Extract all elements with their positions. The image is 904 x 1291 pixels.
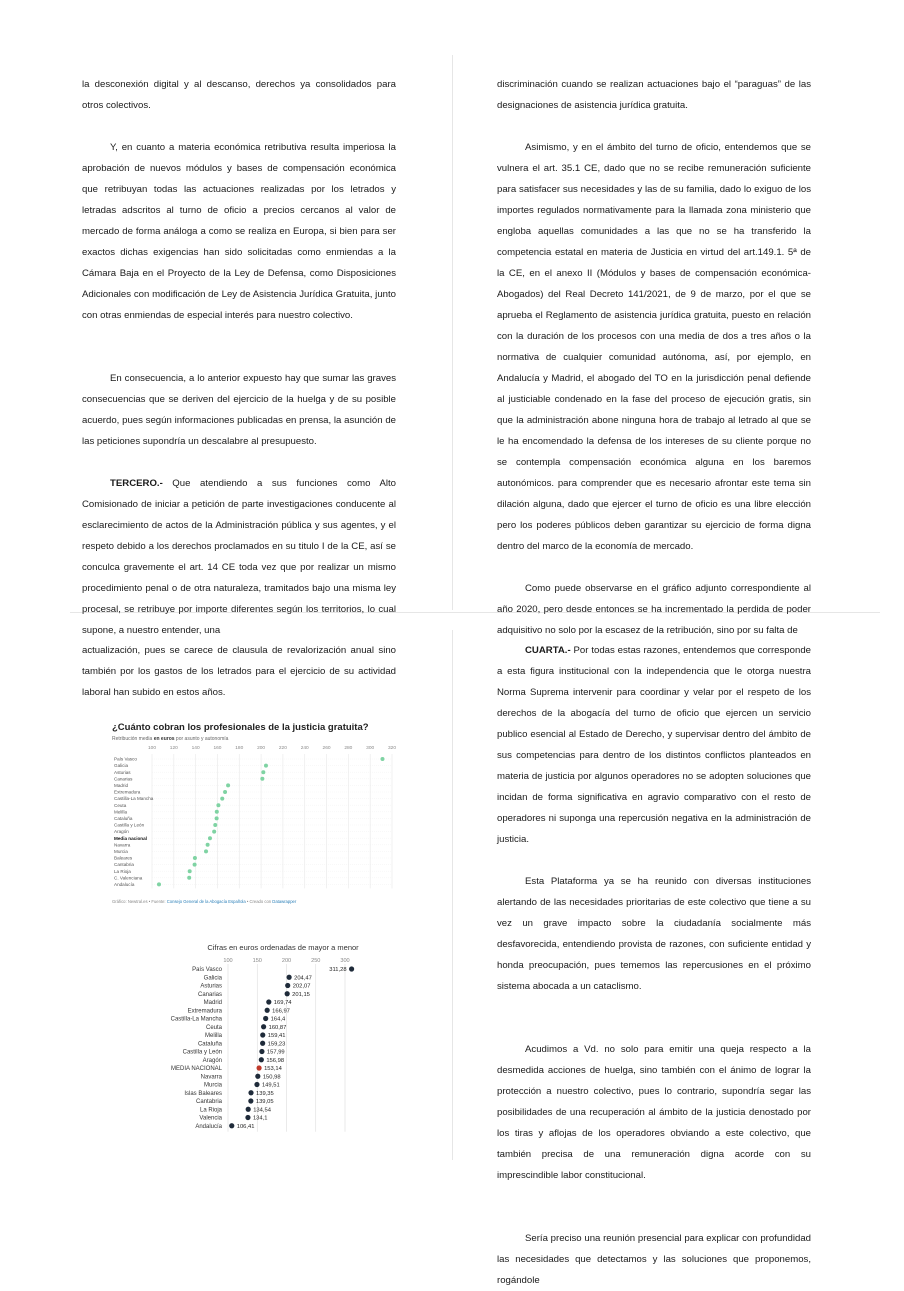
chart1-data-point <box>188 869 192 873</box>
chart2-data-point <box>287 975 292 980</box>
paragraph <box>497 74 811 116</box>
chart2-category-label: Aragón <box>202 1057 222 1064</box>
chart2-data-point <box>229 1123 234 1128</box>
chart1-title: ¿Cuánto cobran los profesionales de la justicia gratuita? <box>112 722 369 733</box>
chart1-category-label: Murcia <box>114 849 128 854</box>
chart2-value-label: 139,35 <box>256 1090 274 1097</box>
chart1-category-label: Ceuta <box>114 802 127 808</box>
chart1-category-label: Aragón <box>114 829 129 835</box>
chart1-data-point <box>157 882 161 886</box>
chart2-value-label: 134,54 <box>253 1107 271 1114</box>
chart2-category-label: Islas Baleares <box>184 1090 222 1097</box>
page1-left-column <box>82 74 396 641</box>
chart2-data-point <box>261 1024 266 1029</box>
chart2-tick-label: 200 <box>281 958 292 964</box>
paragraph-text: Por todas estas razones, entendemos que corresponde a esta figura institucional con la independencia que le otorga nuestra Norma Suprema intervenir para coordinar y velar por el respeto de los derechos de la abogacía del turno de oficio que ejercen un servicio publico esencial al Estado de Derecho, y supervisar dentro del ámbito de sus competencias para dentro de los distintos conflictos planteados en materia de justicia por algunos operadores no se adopten soluciones que incidan de forma significativa en agravio comparativo con el resto de operadores ni suponga una repercusión negativa en la administración de justicia. <box>497 645 811 845</box>
paragraph <box>497 871 811 997</box>
chart1-category-label: Media nacional <box>114 835 147 841</box>
paragraph-text: Y, en cuanto a materia económica retributiva resulta imperiosa la aprobación de nuevos módulos y bases de compensación económica que retribuyan todas las actuaciones realizadas por los letrados y letradas adscritos al turno de oficio a precios cercanos al valor de mercado de forma análoga a como se realiza en Europa, si bien para ser exactos dichas exigencias han sido solicitadas como enmiendas a la Cámara Baja en el Proyecto de la Ley de Defensa, como Disposiciones Adicionales con modificación de Ley de Asistencia Jurídica Gratuita, junto con otras enmiendas de especial interés para nuestro colectivo. <box>82 142 396 321</box>
chart1-subtitle: Retribución media en euros por asunto y autonomía <box>112 736 229 742</box>
chart1-data-point <box>206 843 210 847</box>
chart2-category-label: Melilla <box>204 1033 222 1039</box>
paragraph-text: Como puede observarse en el gráfico adjunto correspondiente al año 2020, pero desde entonces se ha incrementado la perdida de poder adquisitivo no solo por la escasez de la retribución, sino por su falta de <box>497 583 811 636</box>
paragraph <box>82 137 396 326</box>
chart2-value-label: 159,23 <box>267 1041 286 1048</box>
chart2-data-point <box>349 966 354 971</box>
chart1-tick-label: 140 <box>191 746 200 751</box>
chart2-value-label: 166,97 <box>272 1008 290 1015</box>
chart1-tick-label: 180 <box>235 746 244 751</box>
chart1-data-point <box>212 830 216 834</box>
chart1-category-label: Melilla <box>114 809 128 815</box>
chart2-value-label: 311,28 <box>329 967 347 973</box>
chart2-category-label: Cantabria <box>195 1099 222 1105</box>
chart1-tick-label: 300 <box>366 746 375 751</box>
chart2-tick-label: 100 <box>223 958 233 964</box>
chart2-value-label: 201,15 <box>292 991 310 998</box>
chart2-category-label: Galicia <box>203 975 222 982</box>
chart1-source: Gráfico: Newtral.es • Fuente: Consejo General de la Abogacía Española • Creado con Datawrapper <box>112 899 297 904</box>
chart1-data-point <box>204 849 208 853</box>
paragraph <box>497 640 811 850</box>
page-divider-upper <box>452 55 453 610</box>
paragraph-text: la desconexión digital y al descanso, derechos ya consolidados para otros colectivos. <box>82 79 396 111</box>
page2-right-column <box>497 640 811 1291</box>
paragraph-text: Sería preciso una reunión presencial para explicar con profundidad las necesidades que detectamos y las soluciones que proponemos, rogándole <box>497 1233 811 1286</box>
chart2-value-label: 157,99 <box>266 1049 285 1056</box>
chart2-category-label: Extremadura <box>187 1008 222 1015</box>
chart2-data-point <box>256 1065 261 1070</box>
paragraph <box>82 640 396 703</box>
chart2-data-point <box>260 1041 265 1046</box>
chart2-data-point <box>259 1057 264 1062</box>
chart1-tick-label: 100 <box>147 746 157 751</box>
chart1-data-point <box>215 816 219 820</box>
chart2-data-point <box>260 1032 265 1037</box>
chart2-data-point <box>255 1074 260 1079</box>
chart2-category-label: Ceuta <box>205 1024 222 1031</box>
chart2-data-point <box>246 1107 251 1112</box>
paragraph-text: Esta Plataforma ya se ha reunido con diversas instituciones alertando de las necesidades prioritarias de este colectivo que tiene a su vez un grave impacto sobre la ciudadanía socialmente más desfavorecida, entendiendo provista de razones, con suficiente entidad y honda preocupación, pues tememos las repercusiones en el próximo sistema abocada a un cataclismo. <box>497 876 811 992</box>
chart2-data-point <box>248 1098 253 1103</box>
chart2-value-label: 159,41 <box>267 1033 286 1039</box>
chart1-category-label: Extremadura <box>114 789 141 795</box>
chart2-category-label: La Rioja <box>199 1107 222 1114</box>
chart2-data-point <box>266 999 271 1004</box>
page-divider-lower <box>452 630 453 1160</box>
paragraph-text: Acudimos a Vd. no solo para emitir una queja respecto a la desmedida acciones de huelga, sino también con el ánimo de lograr la protección a nuestro colectivo, pues lo contrario, supondría segar las posibilidades de una recuperación al ámbito de la justicia denostado por los tiras y aflojas de los operadores obviando a este colectivo, que también precisa de una remuneración digna acorde con su imprescindible labor constitucional. <box>497 1044 811 1181</box>
chart2-category-label: Asturias <box>200 983 222 990</box>
chart2-category-label: Madrid <box>203 1000 222 1006</box>
chart2-data-point <box>265 1008 270 1013</box>
chart1-category-label: País Vasco <box>114 756 137 762</box>
chart1-tick-label: 280 <box>344 746 353 751</box>
chart2-title: Cifras en euros ordenadas de mayor a menor <box>207 943 359 952</box>
chart2-category-label: Murcia <box>203 1082 222 1089</box>
paragraph <box>82 473 396 641</box>
chart1-data-point <box>223 790 227 794</box>
paragraph-text: En consecuencia, a lo anterior expuesto hay que sumar las graves consecuencias que se deriven del ejercicio de la huelga y de su posible acuerdo, pues según informaciones publicadas en prensa, la asunción de las peticiones supondría un descalabre al presupuesto. <box>82 373 396 447</box>
chart2-value-label: 156,98 <box>266 1057 285 1064</box>
chart1-tick-label: 320 <box>387 746 397 751</box>
chart1-category-label: Canarias <box>114 776 133 782</box>
chart2-value-label: 164,4 <box>270 1016 286 1023</box>
chart1-data-point <box>215 810 219 814</box>
chart2-category-label: Cataluña <box>197 1041 222 1048</box>
chart2-value-label: 139,05 <box>255 1099 274 1105</box>
chart1-data-point <box>380 757 384 761</box>
paragraph-text: Asimismo, y en el ámbito del turno de oficio, entendemos que se vulnera el art. 35.1 CE, dado que no se recibe remuneración suficiente para satisfacer sus necesidades y las de su familia, dado lo exiguo de los importes regulados normativamente para la llamada zona ministerio que engloba aquellas comunidades a las que no se ha transferido la competencia estatal en materia de Justicia en virtud del art.149.1. 5ª de la CE, en el anexo II (Módulos y bases de compensación económica-Abogados) del Real Decreto 141/2021, de 9 de marzo, por el que se aprueba el Reglamento de asistencia jurídica gratuita, puesto en relación con la duración de los procesos con una media de dos a tres años o la normativa de cualquier comunidad autónoma, así, por ejemplo, en Andalucía y Madrid, el abogado del TO en la jurisdicción penal defiende al justiciable condenado en la fase del proceso de ejecución gratis, sin que la administración abone ninguna hora de trabajo al letrado al que se le ha encomendado la defensa de los intereses de su cliente porque no se contempla compensación económica alguna en los baremos autonómicos. para comprender que es necesario afrontar este tema sin dilación alguna, dado que ejercer el turno de oficio es una libre elección pero los poderes públicos deben garantizar su ejercicio de forma digna dentro del marco de la economía de mercado. <box>497 142 811 552</box>
chart1-category-label: Asturias <box>114 769 131 775</box>
section-heading: TERCERO.- <box>110 478 163 489</box>
paragraph <box>497 578 811 641</box>
paragraph <box>497 137 811 557</box>
chart1-category-label: C. Valenciana <box>114 875 143 881</box>
chart2-category-label: Andalucía <box>195 1123 222 1130</box>
paragraph <box>497 1228 811 1291</box>
chart1-data-point <box>193 856 197 860</box>
retribution-chart-sorted <box>140 938 390 1138</box>
chart2-data-point <box>254 1082 259 1087</box>
chart2-value-label: 160,87 <box>268 1024 287 1031</box>
chart1-data-point <box>208 836 212 840</box>
chart1-data-point <box>220 797 224 801</box>
chart1-data-point <box>216 803 220 807</box>
chart1-data-point <box>264 764 268 768</box>
chart2-value-label: 149,51 <box>261 1082 280 1089</box>
chart2-category-label: País Vasco <box>192 967 222 973</box>
chart2-tick-label: 250 <box>311 958 321 964</box>
chart2-tick-label: 300 <box>340 958 350 964</box>
chart1-category-label: Castilla-La Mancha <box>114 796 154 802</box>
chart1-tick-label: 240 <box>300 746 309 751</box>
chart2-value-label: 169,74 <box>273 1000 292 1006</box>
paragraph-text: Que atendiendo a sus funciones como Alto Comisionado de iniciar a petición de parte investigaciones conducente al esclarecimiento de actos de la Administración pública y sus agentes, y el respeto debido a los derechos proclamados en su titulo I de la CE, así se conculca gravemente el art. 14 CE toda vez que por realizar un mismo procedimiento penal o de otra naturaleza, tramitados bajo una misma ley procesal, se retribuye por importe diferentes según los territorios, lo cual supone, a nuestro entender, una <box>82 478 396 636</box>
chart2-data-point <box>248 1090 253 1095</box>
chart1-category-label: Galicia <box>114 763 129 769</box>
chart1-data-point <box>260 777 264 781</box>
chart1-category-label: Baleares <box>114 855 133 861</box>
chart2-value-label: 150,98 <box>262 1074 281 1081</box>
retribution-chart-datawrapper <box>112 715 402 907</box>
chart2-category-label: Castilla y León <box>182 1049 222 1056</box>
chart1-data-point <box>213 823 217 827</box>
chart2-value-label: 153,14 <box>264 1066 282 1072</box>
chart1-category-label: Andalucía <box>114 882 135 887</box>
chart1-category-label: Cantabria <box>114 862 134 868</box>
chart1-data-point <box>226 783 230 787</box>
chart2-data-point <box>263 1016 268 1021</box>
chart1-category-label: Castilla y León <box>114 822 145 828</box>
paragraph <box>82 74 396 116</box>
chart1-category-label: Navarra <box>114 842 131 848</box>
paragraph <box>497 1039 811 1186</box>
section-heading: CUARTA.- <box>525 645 571 656</box>
page2-left-column <box>82 640 396 703</box>
chart2-category-label: MEDIA NACIONAL <box>170 1066 222 1072</box>
chart1-data-point <box>193 863 197 867</box>
chart1-tick-label: 200 <box>257 746 266 751</box>
chart1-tick-label: 260 <box>322 746 331 751</box>
chart1-data-point <box>187 876 191 880</box>
chart2-value-label: 134,1 <box>252 1115 268 1122</box>
paragraph-text: discriminación cuando se realizan actuaciones bajo el “paraguas” de las designaciones de asistencia jurídica gratuita. <box>497 79 811 111</box>
chart1-tick-label: 160 <box>213 746 222 751</box>
chart1-category-label: Cataluña <box>114 816 133 821</box>
chart1-category-label: Madrid <box>114 783 129 788</box>
paragraph <box>82 368 396 452</box>
chart2-data-point <box>259 1049 264 1054</box>
chart2-category-label: Navarra <box>200 1074 222 1081</box>
chart2-value-label: 106,41 <box>236 1123 255 1130</box>
chart2-data-point <box>285 991 290 996</box>
chart2-data-point <box>285 983 290 988</box>
chart1-tick-label: 120 <box>169 746 178 751</box>
chart1-data-point <box>261 770 265 774</box>
chart2-category-label: Castilla-La Mancha <box>170 1016 222 1023</box>
chart2-data-point <box>245 1115 250 1120</box>
chart1-tick-label: 220 <box>278 746 287 751</box>
chart2-value-label: 202,07 <box>292 983 311 990</box>
chart2-category-label: Canarias <box>197 991 222 998</box>
chart1-category-label: La Rioja <box>114 868 131 874</box>
chart2-value-label: 204,47 <box>294 975 312 982</box>
chart2-category-label: Valencia <box>199 1115 222 1122</box>
chart2-tick-label: 150 <box>252 958 262 964</box>
page1-right-column <box>497 74 811 641</box>
paragraph-text: actualización, pues se carece de clausula de revalorización anual sino también por los gastos de los letrados para el ejercicio de su actividad laboral han subido en estos años. <box>82 645 396 698</box>
